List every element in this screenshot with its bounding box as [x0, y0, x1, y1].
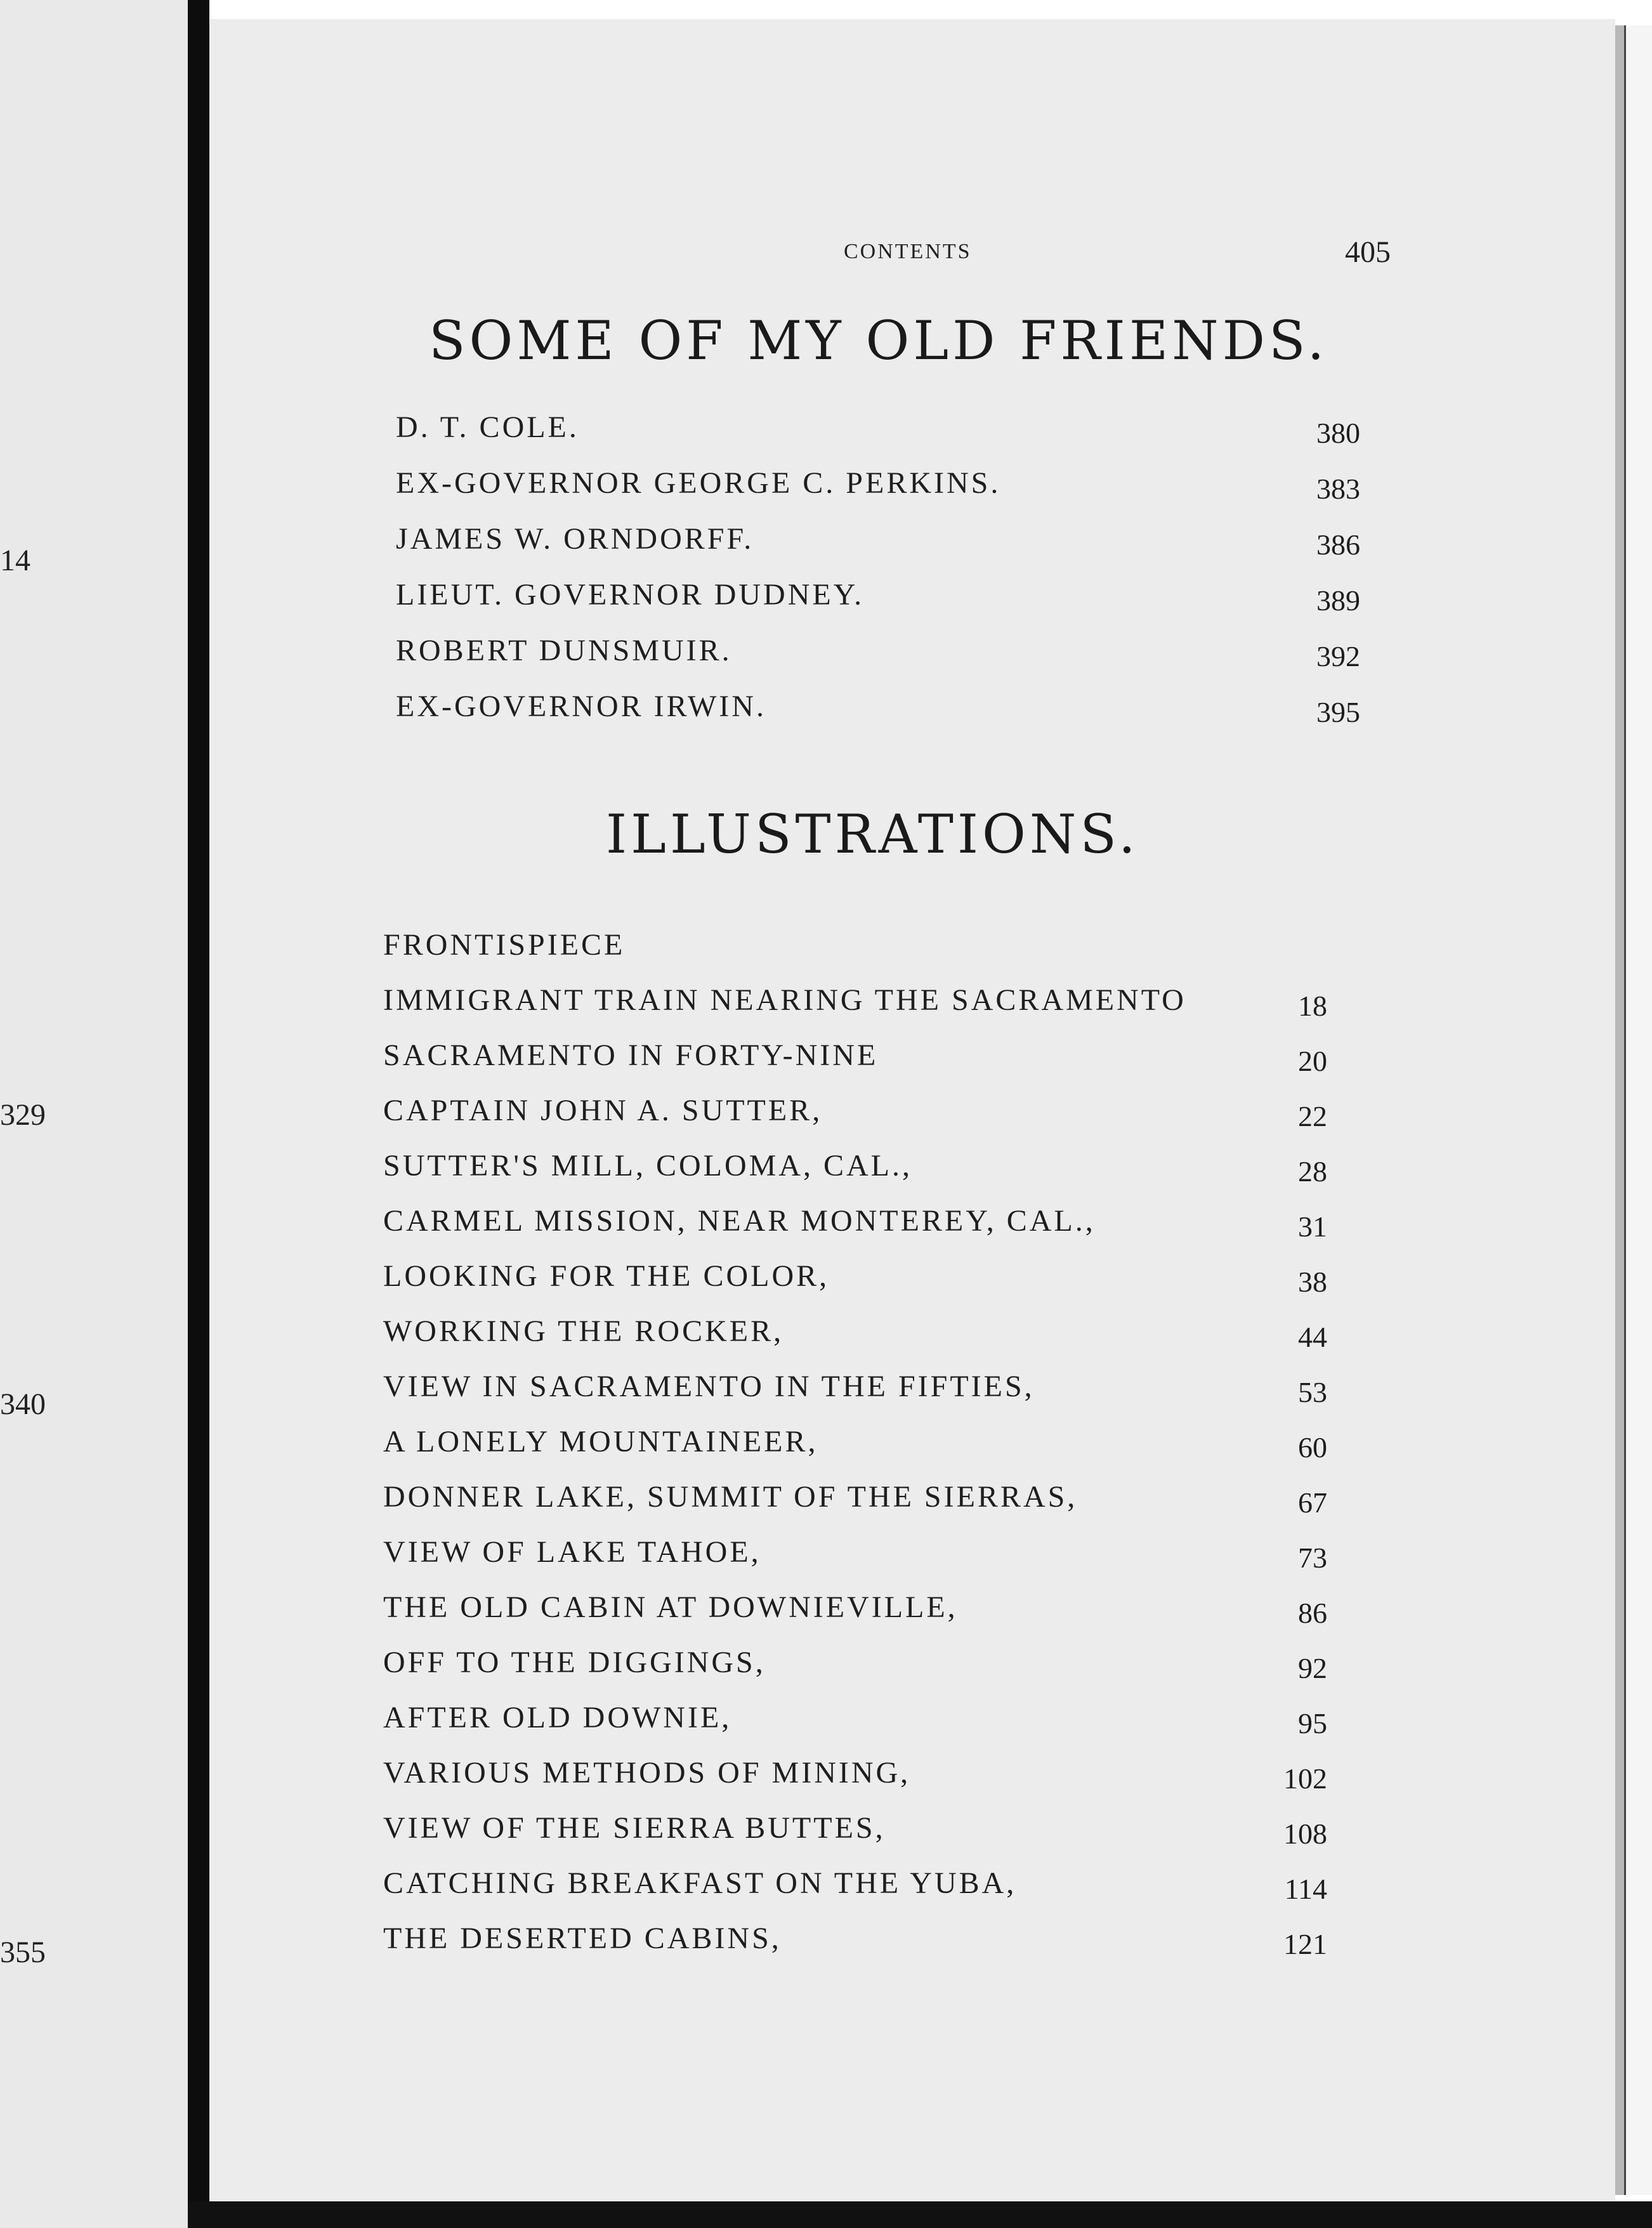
list-item	[383, 1921, 1386, 1976]
entry-page: 18	[1298, 990, 1327, 1022]
entry-label: AFTER OLD DOWNIE,	[383, 1701, 732, 1734]
list-item	[383, 1590, 1386, 1645]
entry-page: 73	[1298, 1542, 1327, 1574]
list-item	[396, 633, 1398, 689]
entry-label: CATCHING BREAKFAST ON THE YUBA,	[383, 1866, 1017, 1900]
entry-page: 92	[1298, 1652, 1327, 1684]
entry-label: LIEUT. GOVERNOR DUDNEY.	[396, 578, 865, 612]
page-number: 405	[1345, 235, 1391, 269]
entry-label: D. T. COLE.	[396, 410, 579, 444]
binding-gutter	[188, 0, 209, 2228]
entry-label: FRONTISPIECE	[383, 928, 626, 962]
entry-label: WORKING THE ROCKER,	[383, 1314, 784, 1348]
list-item	[383, 1314, 1386, 1369]
entry-page: 20	[1298, 1045, 1327, 1077]
list-item	[383, 983, 1386, 1038]
entry-page: 386	[1316, 528, 1360, 561]
page-edge	[1624, 25, 1652, 2195]
entry-page: 86	[1298, 1597, 1327, 1629]
entry-label: VIEW OF LAKE TAHOE,	[383, 1535, 761, 1569]
list-item	[383, 1203, 1386, 1259]
entry-page: 60	[1298, 1431, 1327, 1464]
list-item	[383, 927, 1386, 983]
list-item	[383, 1369, 1386, 1424]
entry-label: VIEW OF THE SIERRA BUTTES,	[383, 1811, 886, 1845]
list-item	[383, 1866, 1386, 1921]
entry-page: 389	[1316, 584, 1360, 617]
entry-label: VARIOUS METHODS OF MINING,	[383, 1756, 911, 1790]
facing-page-number: 340	[0, 1387, 46, 1421]
entry-page: 67	[1298, 1486, 1327, 1519]
entry-label: LOOKING FOR THE COLOR,	[383, 1259, 830, 1293]
entry-page: 395	[1316, 696, 1360, 728]
entry-label: IMMIGRANT TRAIN NEARING THE SACRAMENTO	[383, 983, 1186, 1017]
entry-page: 22	[1298, 1100, 1327, 1132]
list-item	[383, 1535, 1386, 1590]
page-edge-shadow	[1615, 25, 1624, 2195]
entry-label: CARMEL MISSION, NEAR MONTEREY, CAL.,	[383, 1204, 1096, 1238]
entry-label: SACRAMENTO IN FORTY-NINE	[383, 1039, 879, 1072]
entry-label: SUTTER'S MILL, COLOMA, CAL.,	[383, 1149, 912, 1183]
entry-page: 31	[1298, 1210, 1327, 1243]
illustrations-list	[383, 927, 1386, 1976]
facing-page-number: 14	[0, 544, 30, 577]
entry-label: A LONELY MOUNTAINEER,	[383, 1425, 818, 1458]
list-item	[383, 1038, 1386, 1093]
entry-label: EX-GOVERNOR GEORGE C. PERKINS.	[396, 466, 1001, 500]
entry-page: 108	[1283, 1818, 1327, 1850]
friends-list	[396, 410, 1398, 745]
entry-page: 383	[1316, 473, 1360, 505]
section-title-friends: SOME OF MY OLD FRIENDS.	[429, 310, 1328, 372]
entry-label: OFF TO THE DIGGINGS,	[383, 1646, 766, 1679]
entry-page: 44	[1298, 1321, 1327, 1353]
facing-page-number: 329	[0, 1098, 46, 1132]
list-item	[396, 577, 1398, 633]
entry-label: ROBERT DUNSMUIR.	[396, 634, 732, 667]
entry-page: 114	[1284, 1873, 1327, 1905]
entry-page: 38	[1298, 1266, 1327, 1298]
list-item	[383, 1424, 1386, 1479]
entry-page: 392	[1316, 640, 1360, 672]
scan-bottom-border	[188, 2201, 1652, 2228]
list-item	[396, 466, 1398, 521]
list-item	[383, 1645, 1386, 1700]
entry-page: 53	[1298, 1376, 1327, 1408]
entry-label: DONNER LAKE, SUMMIT OF THE SIERRAS,	[383, 1480, 1078, 1514]
list-item	[383, 1148, 1386, 1203]
entry-label: THE DESERTED CABINS,	[383, 1922, 782, 1955]
entry-label: EX-GOVERNOR IRWIN.	[396, 690, 766, 723]
list-item	[383, 1755, 1386, 1811]
entry-label: CAPTAIN JOHN A. SUTTER,	[383, 1094, 823, 1127]
section-title-illustrations: ILLUSTRATIONS.	[606, 803, 1139, 865]
facing-page-edge	[0, 0, 188, 2228]
entry-page: 102	[1283, 1762, 1327, 1795]
list-item	[396, 521, 1398, 577]
entry-label: JAMES W. ORNDORFF.	[396, 522, 754, 556]
entry-page: 121	[1283, 1928, 1327, 1960]
list-item	[396, 410, 1398, 466]
list-item	[383, 1259, 1386, 1314]
facing-page-number: 355	[0, 1936, 46, 1969]
entry-label: THE OLD CABIN AT DOWNIEVILLE,	[383, 1590, 958, 1624]
entry-page: 28	[1298, 1155, 1327, 1188]
entry-page: 95	[1298, 1707, 1327, 1740]
list-item	[396, 689, 1398, 745]
running-head: CONTENTS	[844, 240, 972, 263]
list-item	[383, 1700, 1386, 1755]
list-item	[383, 1811, 1386, 1866]
entry-label: VIEW IN SACRAMENTO IN THE FIFTIES,	[383, 1370, 1035, 1403]
entry-page: 380	[1316, 417, 1360, 449]
list-item	[383, 1093, 1386, 1148]
list-item	[383, 1479, 1386, 1535]
